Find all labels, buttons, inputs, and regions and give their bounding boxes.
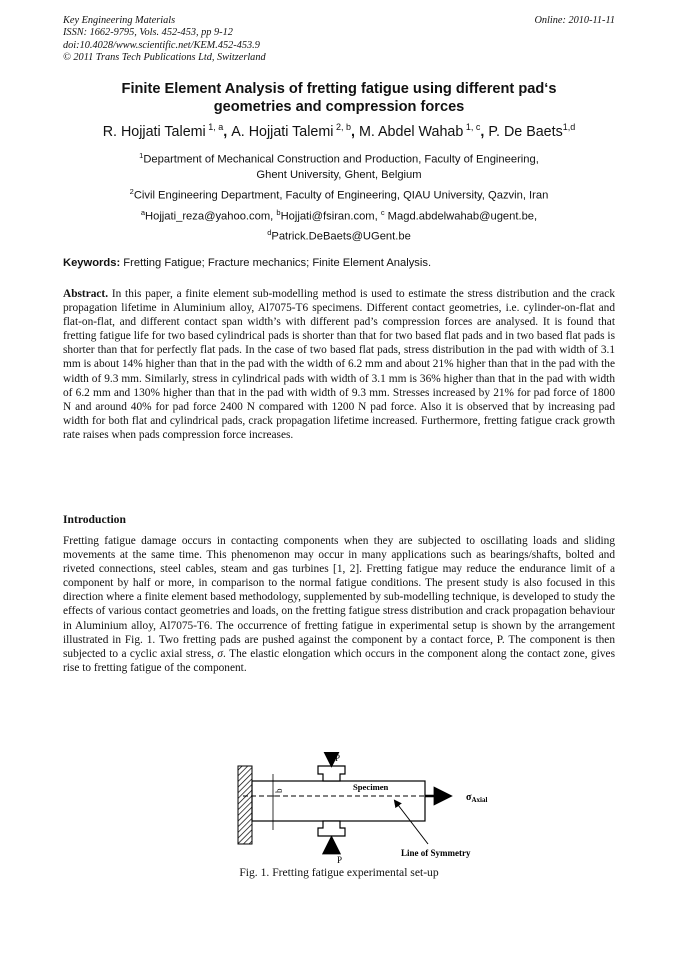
issn-line: ISSN: 1662-9795, Vols. 452-453, pp 9-12: [63, 27, 233, 39]
affiliation-1: [63, 148, 615, 183]
bottom-pad: [318, 821, 345, 836]
specimen-bar: [252, 781, 425, 821]
abstract-text: In this paper, a finite element sub-modelling method is used to estimate the stress distribution and the crack propagation lifetime in Aluminium alloy, Al7075-T6 specimens. Different contact geometries, i.e. cylinder-on-flat and flat-on-flat, and different contact span width’s with different pad’s compression forces are analysed. It is found that fretting fatigue life for two based cylindrical pads is shorter than that for two based flat pads and in two based flat pads is shorter than that for perfectly flat pads. In the case of two based flat pads, stress distribution in the pad with width of 3.1 mm is about 14% higher than that in the pad with the width of 6.2 mm and about 21% higher than that in the pad with the width of 9.3 mm. Similarly, stress in cylindrical pads with width of 3.1 mm is 36% higher than that in the pad with width of 6.2 mm and 130% higher than that in the pad with width of 9.3 mm. Stresses increased by 21% for pad force of 1800 N and around 40% for pad force 2400 N compared with 1200 N pad force. Also it is observed that by increasing pad width for both flat and cylindrical pads, crack propagation lifetime increased. Furthermore, fretting fatigue crack growth rate raises when pads compression force increases.: [63, 288, 615, 441]
email-link[interactable]: Hojjati@fsiran.com,: [280, 210, 381, 223]
copyright-line: © 2011 Trans Tech Publications Ltd, Switzerland: [63, 52, 266, 64]
label-p-top: P: [335, 753, 341, 763]
doi-line: doi:10.4028/www.scientific.net/KEM.452-453.9: [63, 39, 260, 51]
author-sup: 1, c: [465, 122, 481, 132]
author-sup: 1, a: [208, 122, 224, 132]
email-sup: d: [267, 227, 272, 237]
intro-text-2: . The elastic elongation which occurs in the component along the contact zone, gives rise to fretting fatigue of the component.: [63, 647, 615, 674]
email-sup: a: [140, 208, 146, 217]
fixed-wall: [238, 766, 252, 844]
email-link[interactable]: Hojjati_reza@yahoo.com,: [145, 210, 277, 223]
online-date: Online: 2010-11-11: [534, 15, 615, 26]
keywords: [63, 257, 615, 269]
affiliation-text: Civil Engineering Department, Faculty of Engineering, QIAU University, Qazvin, Iran: [133, 189, 549, 202]
journal-meta: [63, 15, 266, 65]
affiliation-2: [63, 184, 615, 204]
introduction-body: [63, 534, 615, 675]
title-line-2: geometries and compression forces: [213, 99, 465, 115]
author-name: A. Hojjati Talemi: [231, 123, 334, 140]
affiliation-text: Ghent University, Ghent, Belgium: [256, 168, 422, 181]
abstract: [63, 287, 615, 442]
top-pad: [318, 766, 345, 781]
label-b: b: [274, 788, 284, 793]
author-sup: 1,d: [562, 122, 576, 132]
label-specimen: Specimen: [353, 782, 389, 792]
keywords-text: Fretting Fatigue; Fracture mechanics; Finite Element Analysis.: [120, 257, 432, 269]
title-line-1: Finite Element Analysis of fretting fatigue using different pad‘s: [121, 81, 557, 97]
label-line-of-symmetry: Line of Symmetry: [401, 848, 471, 858]
sigma-symbol: σ: [217, 647, 223, 660]
introduction-heading: Introduction: [63, 513, 126, 526]
paper-title: [63, 80, 615, 116]
email-link[interactable]: Patrick.DeBaets@UGent.be: [271, 230, 411, 243]
sigma-glyph: σ: [466, 792, 472, 803]
author-sup: 2, b: [335, 122, 351, 132]
email-link[interactable]: Magd.abdelwahab@ugent.be,: [384, 210, 538, 223]
affiliation-number: 2: [129, 187, 134, 196]
author-name: R. Hojjati Talemi: [102, 123, 206, 140]
email-list: [63, 205, 615, 244]
label-p-bottom: P: [337, 855, 343, 865]
sigma-subscript: Axial: [471, 796, 488, 804]
author-name: P. De Baets: [488, 123, 563, 140]
journal-name: Key Engineering Materials: [63, 15, 176, 26]
fretting-setup-figure: [233, 752, 513, 866]
affiliation-number: 1: [139, 151, 144, 160]
email-sup: b: [276, 208, 281, 217]
email-sup: c: [380, 208, 385, 217]
intro-text-1: Fretting fatigue damage occurs in contacting components when they are subjected to oscillating loads and sliding movements at the same time. This phenomenon may occur in many applications such as bearings/shafts, bolted and riveted connections, steel cables, steam and gas turbines [1, 2]. Fretting fatigue may reduce the endurance limit of a component by half or more, in comparison to the normal fatigue conditions. The present study is also focused in this direction where a finite element based methodology, supplemented by sub-modelling technique, is developed to study the effects of various contact geometries and loads, on the fretting fatigue stress distribution and crack propagation behaviour in Aluminium alloy, Al7075-T6. The occurrence of fretting fatigue in experimental setup is shown by the arrangement illustrated in Fig. 1. Two fretting pads are pushed against the component by a contact force, P. The component is then subjected to a cyclic axial stress,: [63, 535, 615, 660]
abstract-label: Abstract.: [63, 288, 109, 300]
author-list: R. Hojjati Talemi $^{1, a}$, A. Hojjati Talemi $^{2, b}$, M. Abdel Wahab $^{1, c}$, P. De Baets$^{1,d}$: [102, 122, 576, 140]
affiliation-text: Department of Mechanical Construction and Production, Faculty of Engineering,: [143, 153, 539, 166]
author-name: M. Abdel Wahab: [358, 123, 464, 140]
keywords-label: Keywords:: [63, 257, 121, 269]
label-sigma-axial: [466, 792, 487, 804]
figure-caption: Fig. 1. Fretting fatigue experimental set-up: [239, 866, 439, 879]
